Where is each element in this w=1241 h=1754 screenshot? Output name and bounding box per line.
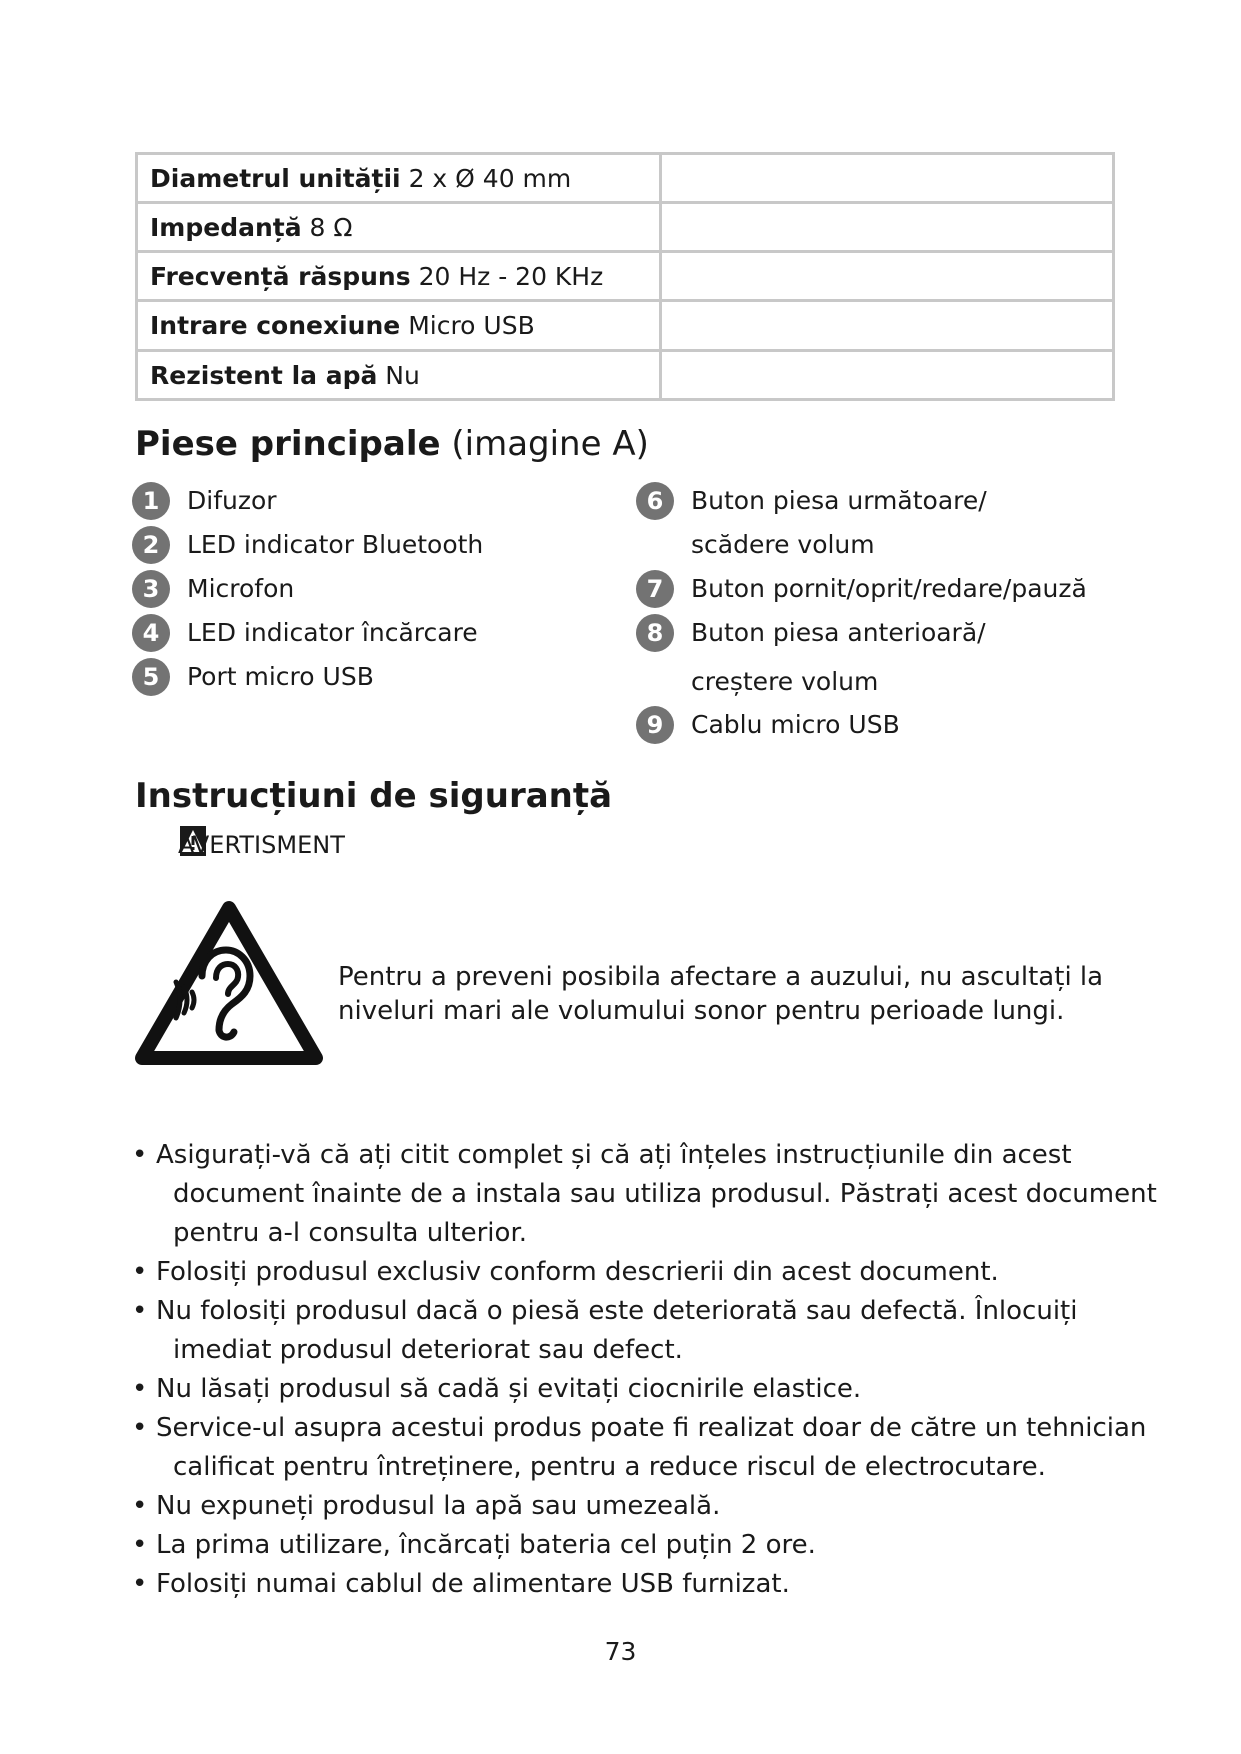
part-number-badge: 3 [132,570,170,608]
part-label: Buton piesa anterioară/ [691,618,986,647]
bullet-line: • Nu folosiți produsul dacă o piesă este deteriorată sau defectă. Înlocuiți [156,1296,1078,1326]
empty-cell [661,252,1114,301]
spec-value: 8 Ω [309,212,353,242]
parts-heading-normal: (imagine A) [451,424,649,464]
warning-text: Pentru a preveni posibila afectare a auzului, nu ascultați la niveluri mari ale volumului sonor pentru perioade lungi. [338,962,1104,1026]
safety-bullet-list [132,1136,1157,1604]
part-number-badge: 4 [132,614,170,652]
part-label: Buton pornit/oprit/redare/pauză [691,574,1087,603]
spec-value: 20 Hz - 20 KHz [418,261,604,291]
list-item [132,1526,1092,1565]
part-number-badge: 2 [132,526,170,564]
bullet-line: • Nu expuneți produsul la apă sau umezeală. [156,1491,721,1521]
spec-label: Frecvență răspuns [150,261,411,291]
bullet-line: • Service-ul asupra acestui produs poate fi realizat doar de către un tehnician [156,1413,1147,1443]
table-row [137,301,1114,351]
part-number-badge: 1 [132,482,170,520]
part-label: Buton piesa următoare/ [691,486,987,515]
part-label: Port micro USB [187,662,374,691]
table-row [137,252,1114,301]
spec-value: Micro USB [408,311,535,340]
bullet-line: • Nu lăsați produsul să cadă și evitați ciocnirile elastice. [156,1374,862,1404]
table-row [137,351,1114,400]
list-item [132,1370,1092,1409]
bullet-line: • Folosiți numai cablul de alimentare USB furnizat. [156,1569,790,1599]
part-number-badge: 6 [636,482,674,520]
spec-cell [137,252,661,301]
part-label: Microfon [187,574,295,603]
empty-cell [661,351,1114,400]
parts-heading [135,424,649,464]
safety-heading-text: Instrucțiuni de siguranță [135,776,613,816]
spec-cell [137,154,661,203]
part-number-badge: 5 [132,658,170,696]
safety-heading [135,776,612,816]
spec-value: 2 x Ø 40 mm [408,163,572,193]
spec-cell [137,351,661,400]
part-label-continuation: scădere volum [691,530,875,559]
warning-label [172,826,345,858]
part-label: LED indicator încărcare [187,618,478,647]
list-item [132,1136,1157,1253]
parts-heading-bold: Piese principale [135,424,441,464]
list-item [132,1292,1092,1370]
spec-label: Diametrul unității [150,163,401,193]
part-label: LED indicator Bluetooth [187,530,484,559]
bullet-line: calificat pentru întreținere, pentru a reduce riscul de electrocutare. [173,1452,1046,1482]
list-item [132,1487,1092,1526]
list-item [132,1565,1092,1604]
bullet-line: imediat produsul deteriorat sau defect. [173,1335,683,1365]
part-label: Difuzor [187,486,277,515]
list-item [132,1253,1092,1292]
specifications-table [135,152,1115,401]
part-number-badge: 8 [636,614,674,652]
table-row [137,154,1114,203]
empty-cell [661,203,1114,252]
spec-label: Intrare conexiune [150,311,401,340]
bullet-line: document înainte de a instala sau utiliza produsul. Păstrați acest document [173,1179,1157,1209]
part-number-badge: 9 [636,706,674,744]
bullet-line: pentru a-l consulta ulterior. [173,1218,528,1248]
part-label: Cablu micro USB [691,710,900,739]
spec-label: Impedanță [150,212,302,242]
spec-label: Rezistent la apă [150,360,378,390]
list-item [132,1409,1147,1487]
bullet-line: • Folosiți produsul exclusiv conform descrierii din acest document. [156,1257,999,1287]
part-number-badge: 7 [636,570,674,608]
bullet-line: • Asigurați-vă că ați citit complet și că ați înțeles instrucțiunile din acest [156,1140,1072,1170]
hearing-warning-icon [134,898,324,1066]
empty-cell [661,154,1114,203]
spec-value: Nu [385,360,420,390]
spec-cell [137,301,661,351]
spec-cell [137,203,661,252]
part-label-continuation: creștere volum [691,667,879,696]
warning-label-text: AVERTISMENT [178,831,345,859]
page-number: 73 [604,1637,637,1666]
empty-cell [661,301,1114,351]
bullet-line: • La prima utilizare, încărcați bateria cel puțin 2 ore. [156,1530,816,1560]
table-row [137,203,1114,252]
